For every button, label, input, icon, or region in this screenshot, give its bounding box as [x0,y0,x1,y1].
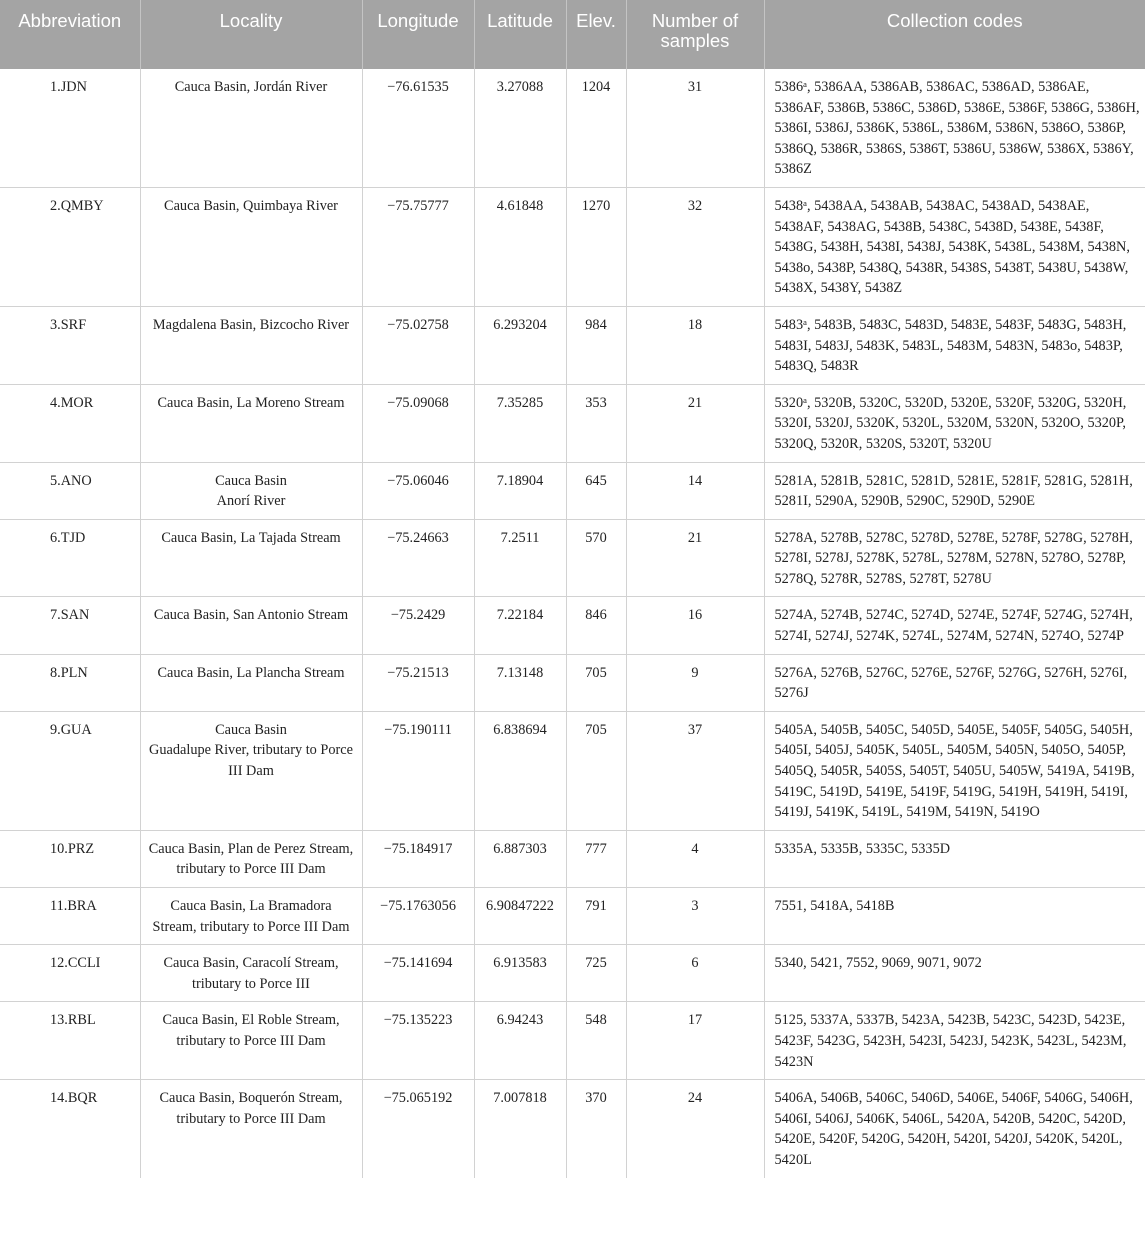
elevation-cell: 353 [566,384,626,462]
table-row [0,187,1145,306]
elevation-cell: 570 [566,519,626,597]
abbreviation-cell: 5.ANO [0,462,140,519]
locality-cell: Cauca Basin, La Bramadora Stream, tributary to Porce III Dam [140,888,362,945]
collection-codes-cell: 5483ᵃ, 5483B, 5483C, 5483D, 5483E, 5483F, 5483G, 5483H, 5483I, 5483J, 5483K, 5483L, 5483M, 5483N, 5483o, 5483P, 5483Q, 5483R [764,306,1145,384]
elevation-cell: 984 [566,306,626,384]
abbreviation-cell: 3.SRF [0,306,140,384]
locality-cell: Cauca Basin, Quimbaya River [140,187,362,306]
elevation-cell: 846 [566,597,626,654]
table-row [0,888,1145,945]
latitude-cell: 7.13148 [474,654,566,711]
collection-codes-cell: 5276A, 5276B, 5276C, 5276E, 5276F, 5276G, 5276H, 5276I, 5276J [764,654,1145,711]
collection-codes-cell: 5281A, 5281B, 5281C, 5281D, 5281E, 5281F, 5281G, 5281H, 5281I, 5290A, 5290B, 5290C, 5290D, 5290E [764,462,1145,519]
sample-count-cell: 17 [626,1002,764,1080]
table-row [0,830,1145,887]
header-latitude: Latitude [474,0,566,69]
header-collection-codes: Collection codes [886,10,1023,31]
sample-count-cell: 32 [626,187,764,306]
abbreviation-cell: 9.GUA [0,711,140,830]
locality-cell: Cauca Basin, Boquerón Stream, tributary to Porce III Dam [140,1080,362,1178]
abbreviation-cell: 4.MOR [0,384,140,462]
collection-codes-cell: 5125, 5337A, 5337B, 5423A, 5423B, 5423C, 5423D, 5423E, 5423F, 5423G, 5423H, 5423I, 5423J, 5423K, 5423L, 5423M, 5423N [764,1002,1145,1080]
collection-codes-cell: 5340, 5421, 7552, 9069, 9071, 9072 [764,945,1145,1002]
sample-count-cell: 3 [626,888,764,945]
locality-cell: Magdalena Basin, Bizcocho River [140,306,362,384]
locality-cell: Cauca Basin, La Moreno Stream [140,384,362,462]
abbreviation-cell: 12.CCLI [0,945,140,1002]
abbreviation-cell: 7.SAN [0,597,140,654]
table-row [0,711,1145,830]
sample-count-cell: 21 [626,519,764,597]
elevation-cell: 705 [566,711,626,830]
latitude-cell: 3.27088 [474,69,566,187]
sample-count-cell: 18 [626,306,764,384]
sample-count-cell: 37 [626,711,764,830]
longitude-cell: −75.184917 [362,830,474,887]
elevation-cell: 1204 [566,69,626,187]
locality-cell: Cauca Basin, El Roble Stream, tributary to Porce III Dam [140,1002,362,1080]
longitude-cell: −75.2429 [362,597,474,654]
latitude-cell: 7.35285 [474,384,566,462]
locality-cell: Cauca Basin, Plan de Perez Stream, tributary to Porce III Dam [140,830,362,887]
locality-cell: Cauca Basin, Jordán River [140,69,362,187]
longitude-cell: −75.1763056 [362,888,474,945]
collection-codes-cell: 5320ᵃ, 5320B, 5320C, 5320D, 5320E, 5320F, 5320G, 5320H, 5320I, 5320J, 5320K, 5320L, 5320M, 5320N, 5320O, 5320P, 5320Q, 5320R, 5320S, 5320T, 5320U [764,384,1145,462]
abbreviation-cell: 13.RBL [0,1002,140,1080]
table-row [0,945,1145,1002]
table-row [0,597,1145,654]
longitude-cell: −75.24663 [362,519,474,597]
elevation-cell: 725 [566,945,626,1002]
latitude-cell: 4.61848 [474,187,566,306]
sample-count-cell: 4 [626,830,764,887]
header-row [0,0,1145,69]
abbreviation-cell: 2.QMBY [0,187,140,306]
latitude-cell: 7.18904 [474,462,566,519]
locality-cell: Cauca Basin Anorí River [140,462,362,519]
locality-cell: Cauca Basin, San Antonio Stream [140,597,362,654]
sample-count-cell: 21 [626,384,764,462]
abbreviation-cell: 6.TJD [0,519,140,597]
table-row [0,1002,1145,1080]
header-elevation: Elev. [566,0,626,69]
header-longitude: Longitude [362,0,474,69]
latitude-cell: 7.007818 [474,1080,566,1178]
table-row [0,306,1145,384]
latitude-cell: 7.22184 [474,597,566,654]
elevation-cell: 370 [566,1080,626,1178]
latitude-cell: 6.838694 [474,711,566,830]
abbreviation-cell: 1.JDN [0,69,140,187]
longitude-cell: −75.06046 [362,462,474,519]
table-row [0,519,1145,597]
latitude-cell: 6.913583 [474,945,566,1002]
header-number-of-samples: Number of samples [626,0,764,69]
abbreviation-cell: 14.BQR [0,1080,140,1178]
collection-codes-cell: 5274A, 5274B, 5274C, 5274D, 5274E, 5274F, 5274G, 5274H, 5274I, 5274J, 5274K, 5274L, 5274M, 5274N, 5274O, 5274P [764,597,1145,654]
elevation-cell: 548 [566,1002,626,1080]
longitude-cell: −75.135223 [362,1002,474,1080]
table-row [0,384,1145,462]
table-row [0,1080,1145,1178]
collection-codes-cell: 5278A, 5278B, 5278C, 5278D, 5278E, 5278F, 5278G, 5278H, 5278I, 5278J, 5278K, 5278L, 5278M, 5278N, 5278O, 5278P, 5278Q, 5278R, 5278S, 5278T, 5278U [764,519,1145,597]
sample-count-cell: 31 [626,69,764,187]
sample-count-cell: 14 [626,462,764,519]
latitude-cell: 6.887303 [474,830,566,887]
sample-count-cell: 16 [626,597,764,654]
locality-cell: Cauca Basin Guadalupe River, tributary to Porce III Dam [140,711,362,830]
table-row [0,69,1145,187]
locality-cell: Cauca Basin, La Tajada Stream [140,519,362,597]
collection-codes-cell: 5406A, 5406B, 5406C, 5406D, 5406E, 5406F, 5406G, 5406H, 5406I, 5406J, 5406K, 5406L, 5420A, 5420B, 5420C, 5420D, 5420E, 5420F, 5420G, 5420H, 5420I, 5420J, 5420K, 5420L, 5420L [774,1090,1133,1168]
header-abbreviation: Abbreviation [0,0,140,69]
abbreviation-cell: 8.PLN [0,654,140,711]
longitude-cell: −76.61535 [362,69,474,187]
collection-codes-cell: 5386ᵃ, 5386AA, 5386AB, 5386AC, 5386AD, 5386AE, 5386AF, 5386B, 5386C, 5386D, 5386E, 5386F, 5386G, 5386H, 5386I, 5386J, 5386K, 5386L, 5386M, 5386N, 5386O, 5386P, 5386Q, 5386R, 5386S, 5386T, 5386U, 5386W, 5386X, 5386Y, 5386Z [764,69,1145,187]
latitude-cell: 6.293204 [474,306,566,384]
locality-cell: Cauca Basin, La Plancha Stream [140,654,362,711]
longitude-cell: −75.09068 [362,384,474,462]
elevation-cell: 645 [566,462,626,519]
latitude-cell: 7.2511 [474,519,566,597]
elevation-cell: 1270 [566,187,626,306]
collection-codes-cell: 7551, 5418A, 5418B [764,888,1145,945]
collection-codes-cell: 5335A, 5335B, 5335C, 5335D [764,830,1145,887]
sample-count-cell: 24 [626,1080,764,1178]
latitude-cell: 6.94243 [474,1002,566,1080]
collection-codes-cell: 5405A, 5405B, 5405C, 5405D, 5405E, 5405F, 5405G, 5405H, 5405I, 5405J, 5405K, 5405L, 5405M, 5405N, 5405O, 5405P, 5405Q, 5405R, 5405S, 5405T, 5405U, 5405W, 5419A, 5419B, 5419C, 5419D, 5419E, 5419F, 5419G, 5419H, 5419H, 5419I, 5419J, 5419K, 5419L, 5419M, 5419N, 5419O [764,711,1145,830]
longitude-cell: −75.75777 [362,187,474,306]
header-locality: Locality [140,0,362,69]
elevation-cell: 777 [566,830,626,887]
sample-count-cell: 6 [626,945,764,1002]
locality-cell: Cauca Basin, Caracolí Stream, tributary to Porce III [140,945,362,1002]
abbreviation-cell: 10.PRZ [0,830,140,887]
longitude-cell: −75.190111 [362,711,474,830]
collection-codes-cell: 5438ᵃ, 5438AA, 5438AB, 5438AC, 5438AD, 5438AE, 5438AF, 5438AG, 5438B, 5438C, 5438D, 5438E, 5438F, 5438G, 5438H, 5438I, 5438J, 5438K, 5438L, 5438M, 5438N, 5438o, 5438P, 5438Q, 5438R, 5438S, 5438T, 5438U, 5438W, 5438X, 5438Y, 5438Z [764,187,1145,306]
table-row [0,654,1145,711]
longitude-cell: −75.141694 [362,945,474,1002]
sample-count-cell: 9 [626,654,764,711]
elevation-cell: 791 [566,888,626,945]
table-row [0,462,1145,519]
latitude-cell: 6.90847222 [474,888,566,945]
longitude-cell: −75.21513 [362,654,474,711]
longitude-cell: −75.02758 [362,306,474,384]
longitude-cell: −75.065192 [362,1080,474,1178]
elevation-cell: 705 [566,654,626,711]
abbreviation-cell: 11.BRA [0,888,140,945]
